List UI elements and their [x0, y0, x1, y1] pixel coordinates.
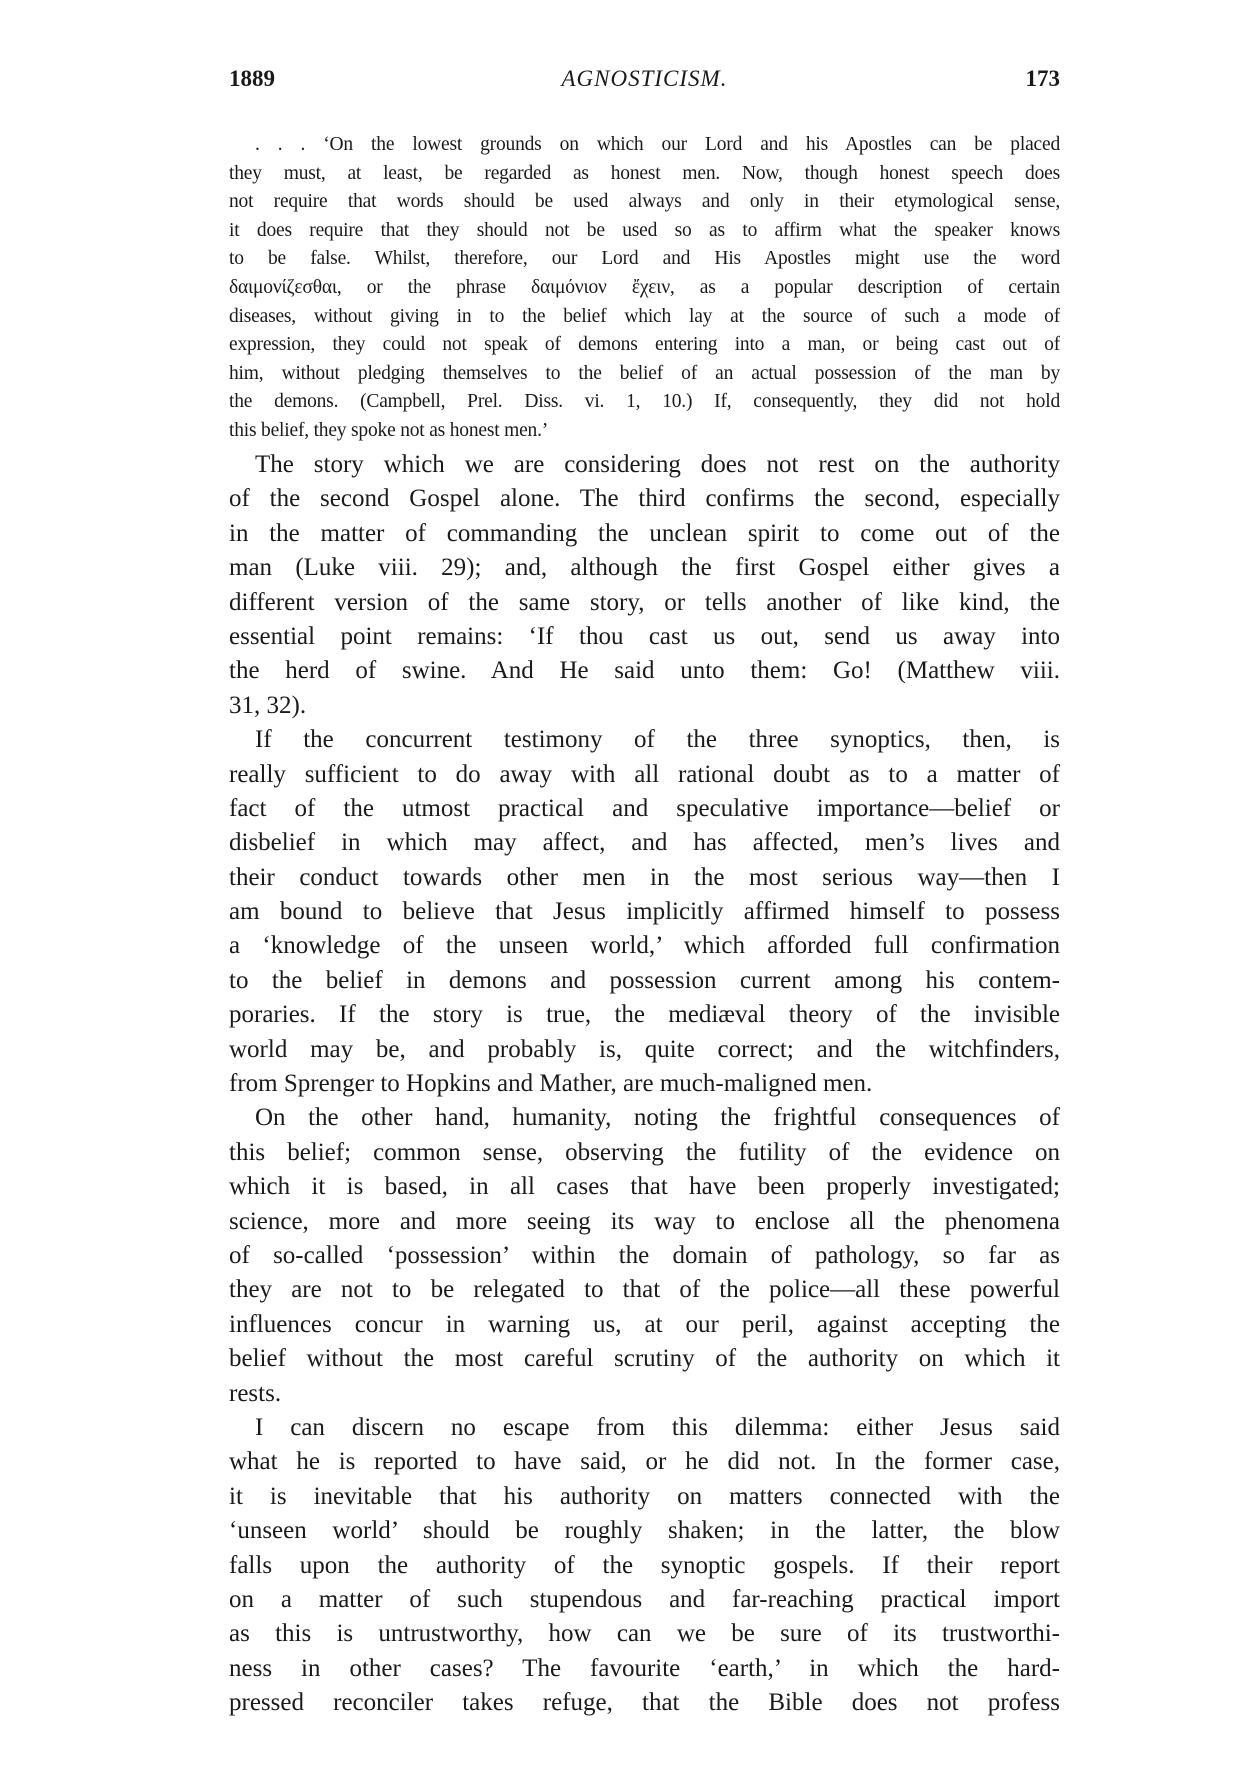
text-line: as this is untrustworthy, how can we be sure of its trustworthi-: [229, 1620, 1060, 1648]
text-line: world may be, and probably is, quite correct; and the witchfinders,: [229, 1035, 1060, 1063]
quote-line: not require that words should be used always and only in their etymological sense,: [229, 191, 1060, 213]
text-line: what he is reported to have said, or he did not. In the former case,: [229, 1448, 1060, 1476]
quote-line: they must, at least, be regarded as honest men. Now, though honest speech does: [229, 162, 1060, 184]
quote-line: δαιμονίζεσθαι, or the phrase δαιμόνιον ἔχειν, as a popular description of certain: [229, 276, 1060, 298]
text-line: the herd of swine. And He said unto them: Go! (Matthew viii.: [229, 657, 1060, 685]
text-line: I can discern no escape from this dilemma: either Jesus said: [255, 1413, 1060, 1441]
paragraph: [229, 1411, 1060, 1721]
text-line: ‘unseen world’ should be roughly shaken; in the latter, the blow: [229, 1517, 1060, 1545]
text-line: on a matter of such stupendous and far-reaching practical import: [229, 1585, 1060, 1613]
text-line: different version of the same story, or tells another of like kind, the: [229, 588, 1060, 616]
text-line: from Sprenger to Hopkins and Mather, are much-maligned men.: [229, 1070, 873, 1098]
text-line: it is inevitable that his authority on matters connected with the: [229, 1482, 1060, 1510]
text-line: really sufficient to do away with all rational doubt as to a matter of: [229, 760, 1060, 788]
text-line: rests.: [229, 1379, 282, 1407]
running-header: [229, 66, 1060, 96]
body-text: [229, 448, 1060, 1720]
text-line: On the other hand, humanity, noting the frightful consequences of: [255, 1104, 1060, 1132]
quote-line: the demons. (Campbell, Prel. Diss. vi. 1, 10.) If, consequently, they did not hold: [229, 391, 1060, 413]
text-line: a ‘knowledge of the unseen world,’ which afforded full confirmation: [229, 932, 1060, 960]
paragraph: [229, 723, 1060, 1101]
quote-line: this belief, they spoke not as honest men.’: [229, 419, 549, 441]
text-line: in the matter of commanding the unclean spirit to come out of the: [229, 519, 1060, 547]
paragraph: [229, 448, 1060, 723]
text-line: of so-called ‘possession’ within the domain of pathology, so far as: [229, 1241, 1060, 1269]
block-quote: [229, 131, 1060, 446]
text-line: poraries. If the story is true, the mediæval theory of the invisible: [229, 1001, 1060, 1029]
paragraph: [229, 1101, 1060, 1411]
text-line: falls upon the authority of the synoptic gospels. If their report: [229, 1551, 1060, 1579]
quote-line: it does require that they should not be used so as to affirm what the speaker knows: [229, 219, 1060, 241]
quote-line: to be false. Whilst, therefore, our Lord and His Apostles might use the word: [229, 248, 1060, 270]
quote-line: diseases, without giving in to the belief which lay at the source of such a mode of: [229, 305, 1060, 327]
quote-line: expression, they could not speak of demons entering into a man, or being cast out of: [229, 334, 1060, 356]
text-line: essential point remains: ‘If thou cast us out, send us away into: [229, 622, 1060, 650]
text-line: they are not to be relegated to that of the police—all these powerful: [229, 1276, 1060, 1304]
text-line: man (Luke viii. 29); and, although the first Gospel either gives a: [229, 554, 1060, 582]
text-line: The story which we are considering does not rest on the authority: [255, 451, 1060, 478]
text-line: pressed reconciler takes refuge, that the Bible does not profess: [229, 1689, 1060, 1717]
text-line: this belief; common sense, observing the futility of the evidence on: [229, 1138, 1060, 1166]
text-line: which it is based, in all cases that have been properly investigated;: [229, 1173, 1060, 1201]
page-number: 173: [1025, 66, 1060, 91]
text-line: influences concur in warning us, at our peril, against accepting the: [229, 1310, 1060, 1338]
text-line: of the second Gospel alone. The third confirms the second, especially: [229, 485, 1060, 513]
quote-line: . . . ‘On the lowest grounds on which our Lord and his Apostles can be placed: [255, 134, 1060, 155]
text-line: science, more and more seeing its way to enclose all the phenomena: [229, 1207, 1060, 1235]
running-title: AGNOSTICISM.: [561, 66, 728, 91]
header-year: 1889: [229, 66, 275, 91]
text-line: am bound to believe that Jesus implicitly affirmed himself to possess: [229, 898, 1060, 926]
quote-line: him, without pledging themselves to the belief of an actual possession of the man by: [229, 362, 1060, 384]
text-line: 31, 32).: [229, 691, 307, 719]
text-line: disbelief in which may affect, and has affected, men’s lives and: [229, 829, 1060, 857]
text-line: If the concurrent testimony of the three synoptics, then, is: [255, 726, 1060, 754]
text-line: to the belief in demons and possession current among his contem-: [229, 966, 1060, 994]
text-line: belief without the most careful scrutiny of the authority on which it: [229, 1345, 1060, 1373]
text-line: their conduct towards other men in the most serious way—then I: [229, 863, 1060, 891]
text-line: ness in other cases? The favourite ‘earth,’ in which the hard-: [229, 1654, 1060, 1682]
text-line: fact of the utmost practical and speculative importance—belief or: [229, 794, 1060, 822]
